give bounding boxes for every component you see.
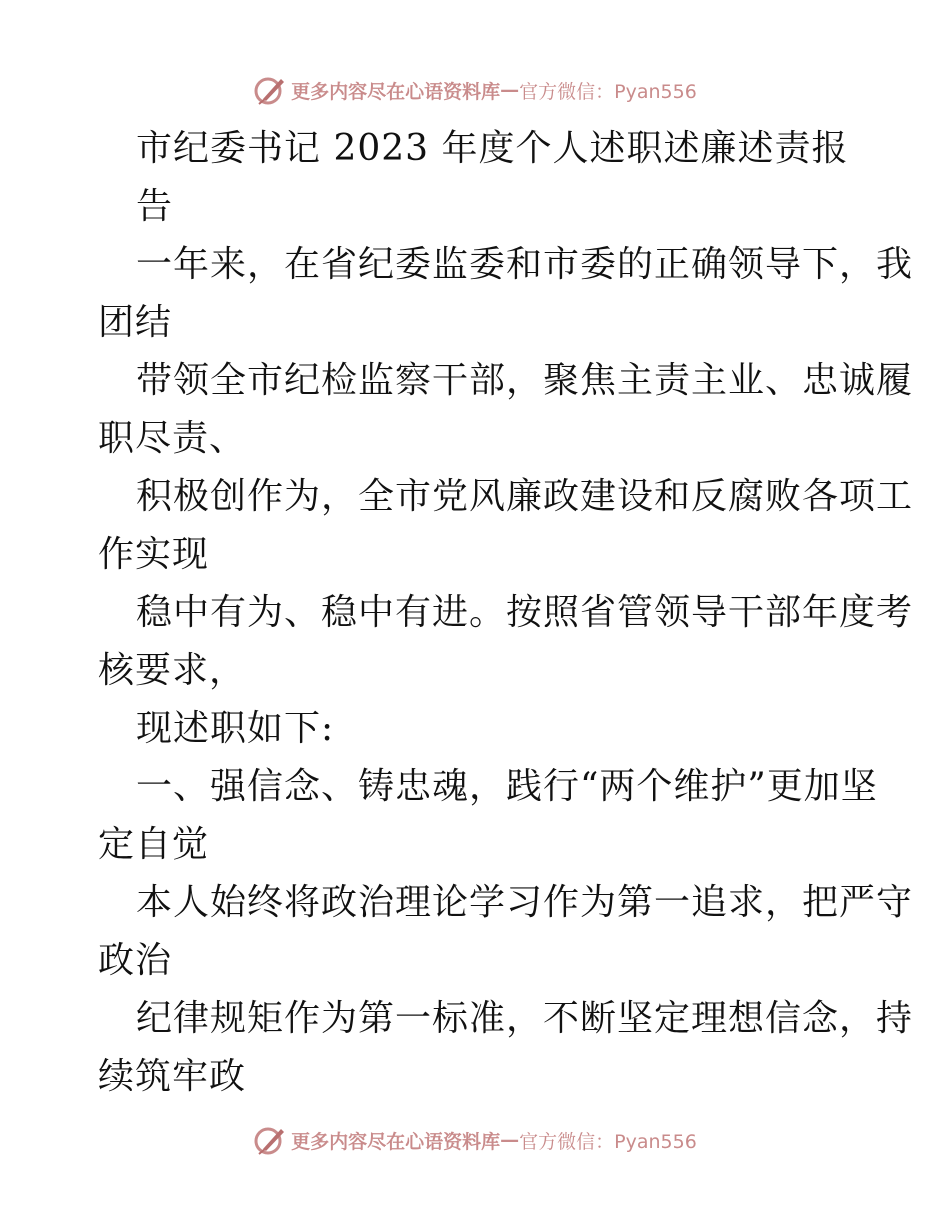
- watermark-dash: —: [500, 79, 520, 101]
- paragraph-line-wrap: 职尽责、: [98, 418, 247, 459]
- document-body: [98, 120, 914, 1106]
- paragraph-line: 一年来，在省纪委监委和市委的正确领导下，我: [136, 244, 914, 285]
- paragraph-line: 带领全市纪检监察干部，聚焦主责主业、忠诚履: [136, 360, 914, 401]
- paragraph-line: 本人始终将政治理论学习作为第一追求，把严守: [136, 882, 914, 923]
- paragraph-line-wrap: 团结: [98, 302, 173, 343]
- paragraph-line-wrap: 核要求，: [98, 650, 247, 691]
- paragraph-line: 积极创作为，全市党风廉政建设和反腐败各项工: [136, 476, 914, 517]
- section-heading-wrap: 定自觉: [98, 824, 210, 865]
- watermark-site-text: 更多内容尽在心语资料库: [291, 80, 501, 103]
- paragraph-line-wrap: 续筑牢政: [98, 1056, 247, 1097]
- paragraph-line-wrap: 政治: [98, 940, 173, 981]
- watermark-dash: —: [500, 1129, 520, 1151]
- header-watermark: [0, 70, 950, 110]
- paragraph-line-wrap: 作实现: [98, 534, 210, 575]
- feather-pen-in-circle-icon: [253, 73, 287, 107]
- title-line-continued: 告: [136, 186, 174, 227]
- paragraph-line: 现述职如下:: [136, 708, 335, 749]
- footer-watermark: [0, 1120, 950, 1160]
- title-line: 市纪委书记 2023 年度个人述职述廉述责报: [136, 128, 849, 169]
- watermark-site-text: 更多内容尽在心语资料库: [291, 1130, 501, 1153]
- paragraph-line: 纪律规矩作为第一标准，不断坚定理想信念，持: [136, 998, 914, 1039]
- watermark-wechat-text: 官方微信：Pyan556: [519, 80, 697, 103]
- feather-pen-in-circle-icon: [253, 1123, 287, 1157]
- watermark-wechat-text: 官方微信：Pyan556: [519, 1130, 697, 1153]
- section-heading-line: 一、强信念、铸忠魂，践行“两个维护”更加坚: [136, 766, 878, 807]
- paragraph-line: 稳中有为、稳中有进。按照省管领导干部年度考: [136, 592, 914, 633]
